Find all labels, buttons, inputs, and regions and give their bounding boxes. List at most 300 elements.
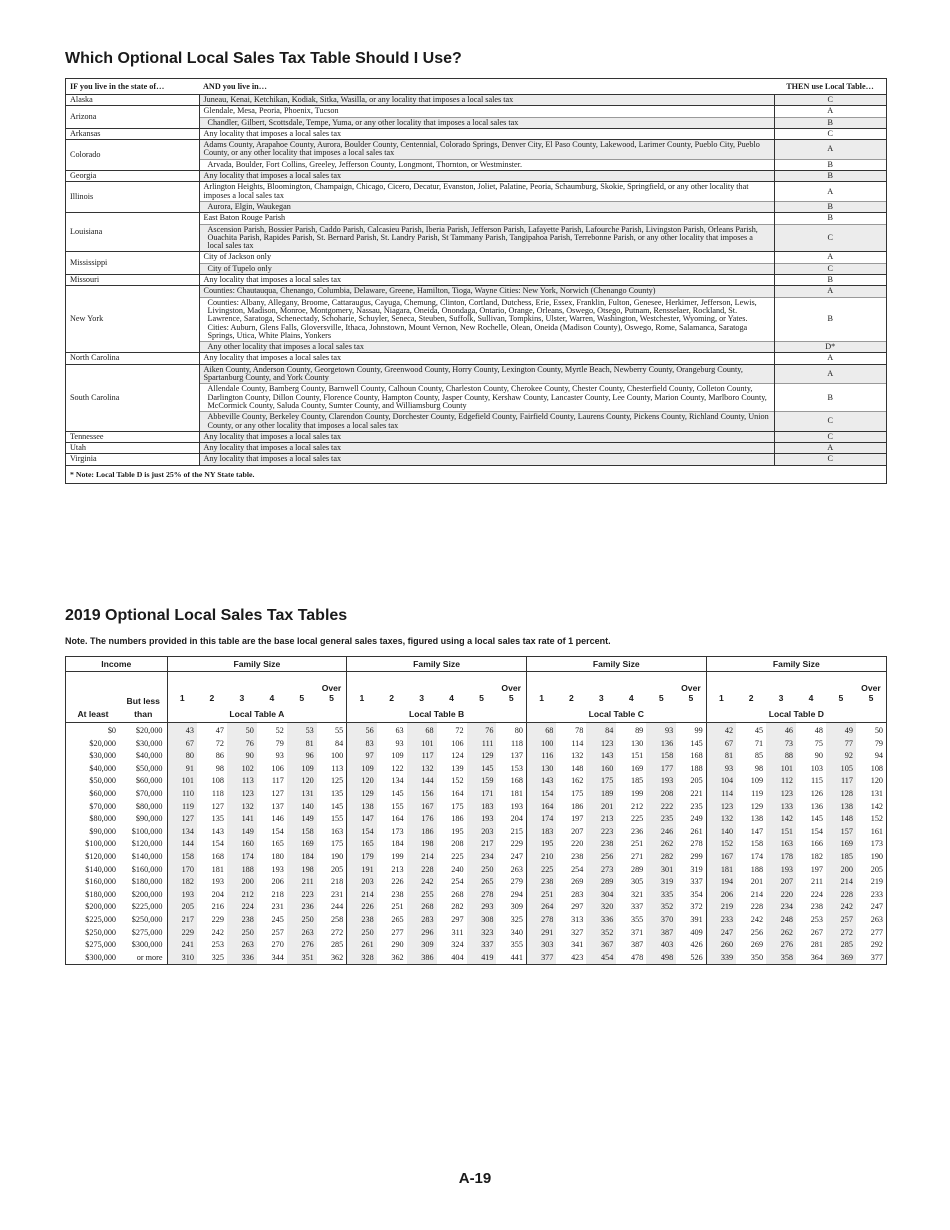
tax-value-cell: 130 [630, 738, 644, 748]
tax-value-cell: 129 [467, 750, 497, 763]
tax-value-cell: 80 [167, 750, 197, 763]
tax-value-cell: 78 [575, 726, 584, 735]
local-table-cell: C [774, 454, 886, 465]
tax-value-cell: 296 [407, 927, 437, 940]
locality-cell: Any locality that imposes a local sales tax [199, 353, 774, 364]
tax-value-cell: 423 [571, 952, 584, 962]
tax-value-cell: 145 [391, 788, 404, 798]
tax-value-cell: 358 [766, 952, 796, 965]
family-size-column-header [257, 672, 287, 707]
income-min-cell: $20,000 [89, 738, 116, 748]
state-cell: Colorado [66, 140, 199, 171]
income-min-cell: $180,000 [85, 889, 116, 899]
income-max-cell: or more [136, 952, 163, 962]
tax-value-cell: 158 [287, 826, 317, 839]
tax-value-cell: 324 [451, 940, 464, 950]
tax-value-cell: 309 [407, 939, 437, 952]
tax-value-cell: 123 [227, 788, 257, 801]
size-label: 4 [449, 693, 454, 703]
tax-value-cell: 109 [287, 763, 317, 776]
tax-value-cell: 174 [526, 813, 556, 826]
tax-value-cell: 265 [391, 914, 404, 924]
size-label: 4 [808, 693, 814, 703]
tax-value-cell: 145 [330, 801, 344, 811]
tax-value-cell: 184 [287, 851, 317, 864]
income-max-cell: $80,000 [135, 801, 163, 811]
which-table-row [66, 353, 886, 364]
size-label: 5 [838, 693, 844, 703]
tax-value-cell: 203 [347, 876, 377, 889]
tax-value-cell: 42 [706, 723, 736, 738]
blank-cell [66, 672, 120, 707]
tax-value-cell: 109 [391, 751, 404, 761]
tax-value-cell: 120 [347, 775, 377, 788]
tax-value-cell: 129 [750, 801, 764, 811]
tax-value-cell: 297 [451, 914, 464, 924]
tax-value-cell: 290 [391, 940, 404, 950]
tax-value-cell: 257 [271, 927, 284, 937]
tax-value-cell: 215 [510, 826, 523, 836]
tax-value-cell: 377 [526, 952, 556, 965]
tax-value-cell: 154 [211, 839, 224, 849]
income-min-cell: $160,000 [85, 877, 116, 887]
local-table-cell: C [774, 263, 886, 274]
tax-value-cell: 214 [347, 889, 377, 902]
rates-row [66, 838, 886, 851]
tax-value-cell: 224 [810, 889, 823, 899]
tax-value-cell: 218 [330, 877, 344, 887]
family-size-column-header [616, 672, 646, 707]
tax-value-cell: 142 [870, 801, 883, 811]
header-local-table: THEN use Local Table… [774, 79, 886, 95]
tax-value-cell: 419 [467, 952, 497, 965]
tax-value-cell: 268 [451, 889, 464, 899]
rates-row [66, 864, 886, 877]
tax-value-cell: 269 [750, 940, 764, 950]
tax-value-cell: 212 [630, 801, 644, 811]
tax-value-cell: 270 [271, 940, 284, 950]
tax-value-cell: 197 [810, 864, 823, 874]
income-min-cell: $60,000 [89, 788, 116, 798]
locality-cell: Chandler, Gilbert, Scottsdale, Tempe, Yuma, or any other locality that imposes a local sales tax [199, 117, 774, 128]
local-table-cell: C [774, 224, 886, 252]
tax-value-cell: 181 [510, 788, 523, 798]
family-size-column-header [317, 672, 347, 707]
tax-value-cell: 149 [287, 813, 317, 826]
tax-value-cell: 111 [467, 738, 497, 751]
tax-value-cell: 220 [766, 889, 796, 902]
tax-value-cell: 118 [510, 738, 523, 748]
tax-value-cell: 179 [347, 851, 377, 864]
tax-value-cell: 325 [510, 914, 523, 924]
income-max-cell: $20,000 [135, 726, 163, 735]
locality-cell: Any other locality that imposes a local sales tax [199, 342, 774, 353]
family-size-column-header [347, 672, 377, 707]
tax-value-cell: 197 [571, 814, 584, 824]
tax-value-cell: 304 [586, 889, 616, 902]
tax-value-cell: 84 [586, 723, 616, 738]
local-table-cell: A [774, 106, 886, 117]
tax-value-cell: 100 [330, 751, 344, 761]
tax-value-cell: 137 [271, 801, 284, 811]
tax-value-cell: 272 [826, 927, 856, 940]
locality-cell: Glendale, Mesa, Peoria, Phoenix, Tucson [199, 106, 774, 117]
locality-cell: Arlington Heights, Bloomington, Champaign, Chicago, Cicero, Decatur, Evanston, Joliet, Palatine, Peoria, Schaumburg, Skokie, Springfield, or any other locality that imposes a local sales tax [199, 182, 774, 202]
local-table-cell: B [774, 201, 886, 212]
tax-value-cell: 235 [690, 801, 703, 811]
tax-value-cell: 134 [391, 776, 404, 786]
tax-value-cell: 238 [571, 851, 584, 861]
rates-row [66, 914, 886, 927]
tax-value-cell: 145 [690, 738, 703, 748]
tax-value-cell: 238 [391, 889, 404, 899]
tax-value-cell: 98 [215, 763, 224, 773]
family-size-column-header [856, 672, 886, 707]
income-max-cell: $180,000 [131, 877, 163, 887]
tax-value-cell: 219 [870, 877, 883, 887]
locality-cell: Any locality that imposes a local sales tax [199, 431, 774, 442]
tax-value-cell: 194 [706, 876, 736, 889]
tax-value-cell: 77 [826, 738, 856, 751]
income-max-cell: $160,000 [131, 864, 163, 874]
tax-value-cell: 165 [347, 838, 377, 851]
tax-value-cell: 173 [870, 839, 883, 849]
local-table-cell: B [774, 159, 886, 170]
tax-value-cell: 299 [690, 851, 703, 861]
family-size-header: Family Size [167, 657, 347, 672]
table-d-note: * Note: Local Table D is just 25% of the NY State table. [66, 465, 886, 483]
tax-value-cell: 93 [275, 751, 284, 761]
tax-value-cell: 173 [391, 826, 404, 836]
tax-value-cell: 454 [586, 952, 616, 965]
tax-value-cell: 81 [706, 750, 736, 763]
tax-value-cell: 159 [467, 775, 497, 788]
tax-value-cell: 217 [167, 914, 197, 927]
tax-value-cell: 352 [586, 927, 616, 940]
tax-value-cell: 99 [694, 726, 703, 735]
tax-value-cell: 355 [510, 940, 523, 950]
tax-value-cell: 97 [347, 750, 377, 763]
tax-value-cell: 249 [690, 814, 703, 824]
income-min-cell: $70,000 [89, 801, 116, 811]
local-table-cell: A [774, 140, 886, 160]
tax-value-cell: 162 [571, 776, 584, 786]
locality-cell: City of Tupelo only [199, 263, 774, 274]
tax-value-cell: 143 [211, 826, 224, 836]
rates-row [66, 876, 886, 889]
tax-value-cell: 369 [826, 952, 856, 965]
tax-value-cell: 242 [407, 876, 437, 889]
tax-value-cell: 319 [646, 876, 676, 889]
rates-row [66, 801, 886, 814]
tax-value-cell: 205 [330, 864, 344, 874]
tax-value-cell: 128 [826, 788, 856, 801]
size-label: 5 [658, 693, 664, 703]
income-min-cell: $120,000 [85, 851, 116, 861]
tax-value-cell: 161 [870, 826, 883, 836]
income-header: Income [66, 657, 167, 672]
tax-value-cell: 92 [826, 750, 856, 763]
tax-value-cell: 127 [271, 788, 284, 798]
size-label: 5 [479, 693, 484, 703]
income-max-cell: $90,000 [135, 814, 163, 824]
tax-value-cell: 238 [227, 914, 257, 927]
tax-value-cell: 257 [826, 914, 856, 927]
tax-value-cell: 131 [287, 788, 317, 801]
income-min-cell: $225,000 [85, 914, 116, 924]
tax-value-cell: 56 [347, 723, 377, 738]
tax-value-cell: 240 [451, 864, 464, 874]
rates-row [66, 826, 886, 839]
tax-value-cell: 250 [467, 864, 497, 877]
tax-value-cell: 250 [347, 927, 377, 940]
state-cell: Louisiana [66, 213, 199, 252]
tax-value-cell: 139 [451, 763, 464, 773]
tax-value-cell: 276 [766, 939, 796, 952]
tax-value-cell: 193 [510, 801, 523, 811]
tax-value-cell: 175 [571, 788, 584, 798]
tax-value-cell: 186 [407, 826, 437, 839]
tax-value-cell: 158 [167, 851, 197, 864]
tax-value-cell: 281 [810, 940, 823, 950]
tax-value-cell: 182 [810, 851, 823, 861]
tax-value-cell: 313 [571, 914, 584, 924]
family-size-column-header [496, 672, 526, 707]
tax-value-cell: 228 [407, 864, 437, 877]
tax-value-cell: 336 [586, 914, 616, 927]
tax-value-cell: 226 [347, 901, 377, 914]
tax-value-cell: 214 [407, 851, 437, 864]
tax-value-cell: 229 [211, 914, 224, 924]
tax-value-cell: 242 [826, 901, 856, 914]
over-label: Over [681, 683, 701, 693]
tax-value-cell: 198 [287, 864, 317, 877]
tax-value-cell: 248 [766, 914, 796, 927]
income-max-cell: $250,000 [131, 914, 163, 924]
tax-value-cell: 106 [271, 763, 284, 773]
rates-row [66, 723, 886, 738]
tax-value-cell: 154 [526, 788, 556, 801]
local-table-cell: B [774, 213, 886, 224]
tax-value-cell: 94 [874, 751, 883, 761]
tax-value-cell: 362 [391, 952, 404, 962]
rates-row [66, 763, 886, 776]
tax-value-cell: 157 [826, 826, 856, 839]
tax-value-cell: 320 [586, 901, 616, 914]
locality-cell: Any locality that imposes a local sales tax [199, 171, 774, 182]
rates-row [66, 927, 886, 940]
tax-value-cell: 76 [227, 738, 257, 751]
tax-value-cell: 377 [870, 952, 883, 962]
tax-value-cell: 247 [870, 902, 883, 912]
local-table-cell: A [774, 364, 886, 384]
family-size-column-header [377, 672, 407, 707]
tax-value-cell: 223 [287, 889, 317, 902]
tax-value-cell: 67 [167, 738, 197, 751]
tax-value-cell: 278 [526, 914, 556, 927]
tax-value-cell: 251 [630, 839, 644, 849]
over-label: Over [321, 683, 342, 693]
tax-value-cell: 145 [467, 763, 497, 776]
tax-value-cell: 337 [630, 902, 644, 912]
tax-value-cell: 301 [646, 864, 676, 877]
tax-value-cell: 146 [271, 814, 284, 824]
income-min-cell: $0 [107, 726, 116, 735]
local-table-cell: B [774, 275, 886, 286]
size-label: 2 [568, 693, 574, 703]
tax-value-cell: 102 [227, 763, 257, 776]
tax-value-cell: 205 [690, 776, 703, 786]
tax-value-cell: 143 [586, 750, 616, 763]
tax-value-cell: 263 [870, 914, 883, 924]
locality-cell: Any locality that imposes a local sales tax [199, 454, 774, 465]
tax-value-cell: 79 [275, 738, 284, 748]
tax-value-cell: 269 [571, 877, 584, 887]
tax-value-cell: 247 [706, 927, 736, 940]
tax-value-cell: 119 [167, 801, 197, 814]
tax-value-cell: 106 [451, 738, 464, 748]
tax-value-cell: 386 [407, 952, 437, 965]
tax-value-cell: 325 [211, 952, 224, 962]
tax-value-cell: 101 [766, 763, 796, 776]
which-table-row [66, 140, 886, 160]
family-size-column-header [706, 672, 736, 707]
tax-value-cell: 204 [510, 814, 523, 824]
which-table-row [66, 431, 886, 442]
income-max-cell: $60,000 [135, 776, 163, 786]
local-table-cell: C [774, 95, 886, 106]
tax-value-cell: 193 [211, 877, 224, 887]
tax-value-cell: 211 [810, 877, 823, 887]
tax-value-cell: 229 [167, 927, 197, 940]
tax-value-cell: 309 [510, 902, 523, 912]
tax-value-cell: 339 [706, 952, 736, 965]
tax-value-cell: 75 [814, 738, 823, 748]
family-size-header: Family Size [347, 657, 527, 672]
tax-value-cell: 132 [706, 813, 736, 826]
tax-value-cell: 189 [586, 788, 616, 801]
which-table-row [66, 171, 886, 182]
local-table-cell: B [774, 117, 886, 128]
than-header: than [120, 706, 167, 723]
tax-value-cell: 50 [874, 726, 883, 735]
tax-value-cell: 158 [750, 839, 764, 849]
tax-value-cell: 168 [211, 851, 224, 861]
tax-value-cell: 169 [826, 838, 856, 851]
tax-value-cell: 193 [646, 775, 676, 788]
tax-value-cell: 164 [391, 814, 404, 824]
tax-value-cell: 236 [630, 826, 644, 836]
tax-value-cell: 138 [750, 814, 764, 824]
tax-value-cell: 93 [706, 763, 736, 776]
family-size-column-header [227, 672, 257, 707]
tax-value-cell: 119 [751, 788, 764, 798]
local-table-header: Local Table A [167, 706, 347, 723]
tax-value-cell: 201 [750, 877, 764, 887]
locality-cell: Ascension Parish, Bossier Parish, Caddo Parish, Calcasieu Parish, Iberia Parish, Jefferson Parish, Lafayette Parish, Lafourche Parish, Livingston Parish, Orleans Parish, Ouachita Parish, Rapides Parish, St. Bernard Parish, St. Landry Parish, St Tammany Parish, Tangipahoa Parish, Terrebonne Parish, or any other locality that imposes a local sales tax [199, 224, 774, 252]
which-table-row [66, 252, 886, 263]
locality-cell: Abbeville County, Berkeley County, Clarendon County, Dorchester County, Edgefield County, Fairfield County, Laurens County, Pickens County, Richland County, Union County, or any other locality that imposes a local sales tax [199, 412, 774, 432]
tax-value-cell: 258 [330, 914, 344, 924]
income-min-cell: $140,000 [85, 864, 116, 874]
tax-value-cell: 131 [870, 788, 883, 798]
rates-table [66, 657, 886, 964]
tax-value-cell: 253 [810, 914, 823, 924]
local-table-cell: C [774, 412, 886, 432]
tax-value-cell: 190 [330, 851, 344, 861]
tax-value-cell: 154 [347, 826, 377, 839]
tax-value-cell: 220 [571, 839, 584, 849]
income-max-cell: $200,000 [131, 889, 163, 899]
size-label: 3 [778, 693, 784, 703]
which-table-row [66, 454, 886, 465]
tax-value-cell: 71 [754, 738, 764, 748]
size-label: 3 [239, 693, 245, 703]
local-table-cell: B [774, 384, 886, 412]
tax-value-cell: 193 [271, 864, 284, 874]
tax-value-cell: 212 [227, 889, 257, 902]
tax-value-cell: 310 [167, 952, 197, 965]
size-label: 5 [868, 693, 874, 703]
tax-value-cell: 387 [630, 940, 644, 950]
tax-value-cell: 224 [227, 901, 257, 914]
tax-value-cell: 285 [826, 939, 856, 952]
state-cell: Tennessee [66, 431, 199, 442]
income-max-cell: $275,000 [131, 927, 163, 937]
tax-value-cell: 109 [750, 776, 764, 786]
family-size-column-header [766, 672, 796, 707]
tax-value-cell: 222 [646, 801, 676, 814]
locality-cell: East Baton Rouge Parish [199, 213, 774, 224]
tax-value-cell: 291 [526, 927, 556, 940]
income-max-cell: $100,000 [131, 826, 163, 836]
tax-value-cell: 148 [571, 763, 584, 773]
tax-value-cell: 132 [407, 763, 437, 776]
tax-value-cell: 177 [646, 763, 676, 776]
tax-value-cell: 262 [646, 838, 676, 851]
tax-value-cell: 72 [455, 726, 464, 735]
tax-value-cell: 163 [766, 838, 796, 851]
tax-value-cell: 105 [826, 763, 856, 776]
tax-value-cell: 256 [586, 851, 616, 864]
tax-value-cell: 441 [510, 952, 523, 962]
tax-value-cell: 195 [451, 826, 464, 836]
state-cell: South Carolina [66, 364, 199, 431]
tax-value-cell: 85 [754, 751, 764, 761]
tax-value-cell: 236 [287, 901, 317, 914]
tax-value-cell: 198 [407, 838, 437, 851]
tax-value-cell: 238 [526, 876, 556, 889]
which-table-row [66, 275, 886, 286]
tax-value-cell: 228 [750, 902, 764, 912]
tax-value-cell: 120 [287, 775, 317, 788]
family-size-column-header [526, 672, 556, 707]
tax-value-cell: 293 [467, 901, 497, 914]
tax-value-cell: 225 [630, 814, 644, 824]
tax-value-cell: 52 [275, 726, 284, 735]
locality-cell: Any locality that imposes a local sales tax [199, 443, 774, 454]
tax-value-cell: 83 [347, 738, 377, 751]
which-table-row [66, 213, 886, 224]
tax-value-cell: 167 [706, 851, 736, 864]
tax-value-cell: 262 [766, 927, 796, 940]
which-table-row [66, 286, 886, 297]
tax-value-cell: 191 [347, 864, 377, 877]
header-state: IF you live in the state of… [66, 79, 199, 95]
tax-value-cell: 250 [287, 914, 317, 927]
tax-value-cell: 84 [335, 738, 344, 748]
income-min-cell: $50,000 [89, 776, 116, 786]
